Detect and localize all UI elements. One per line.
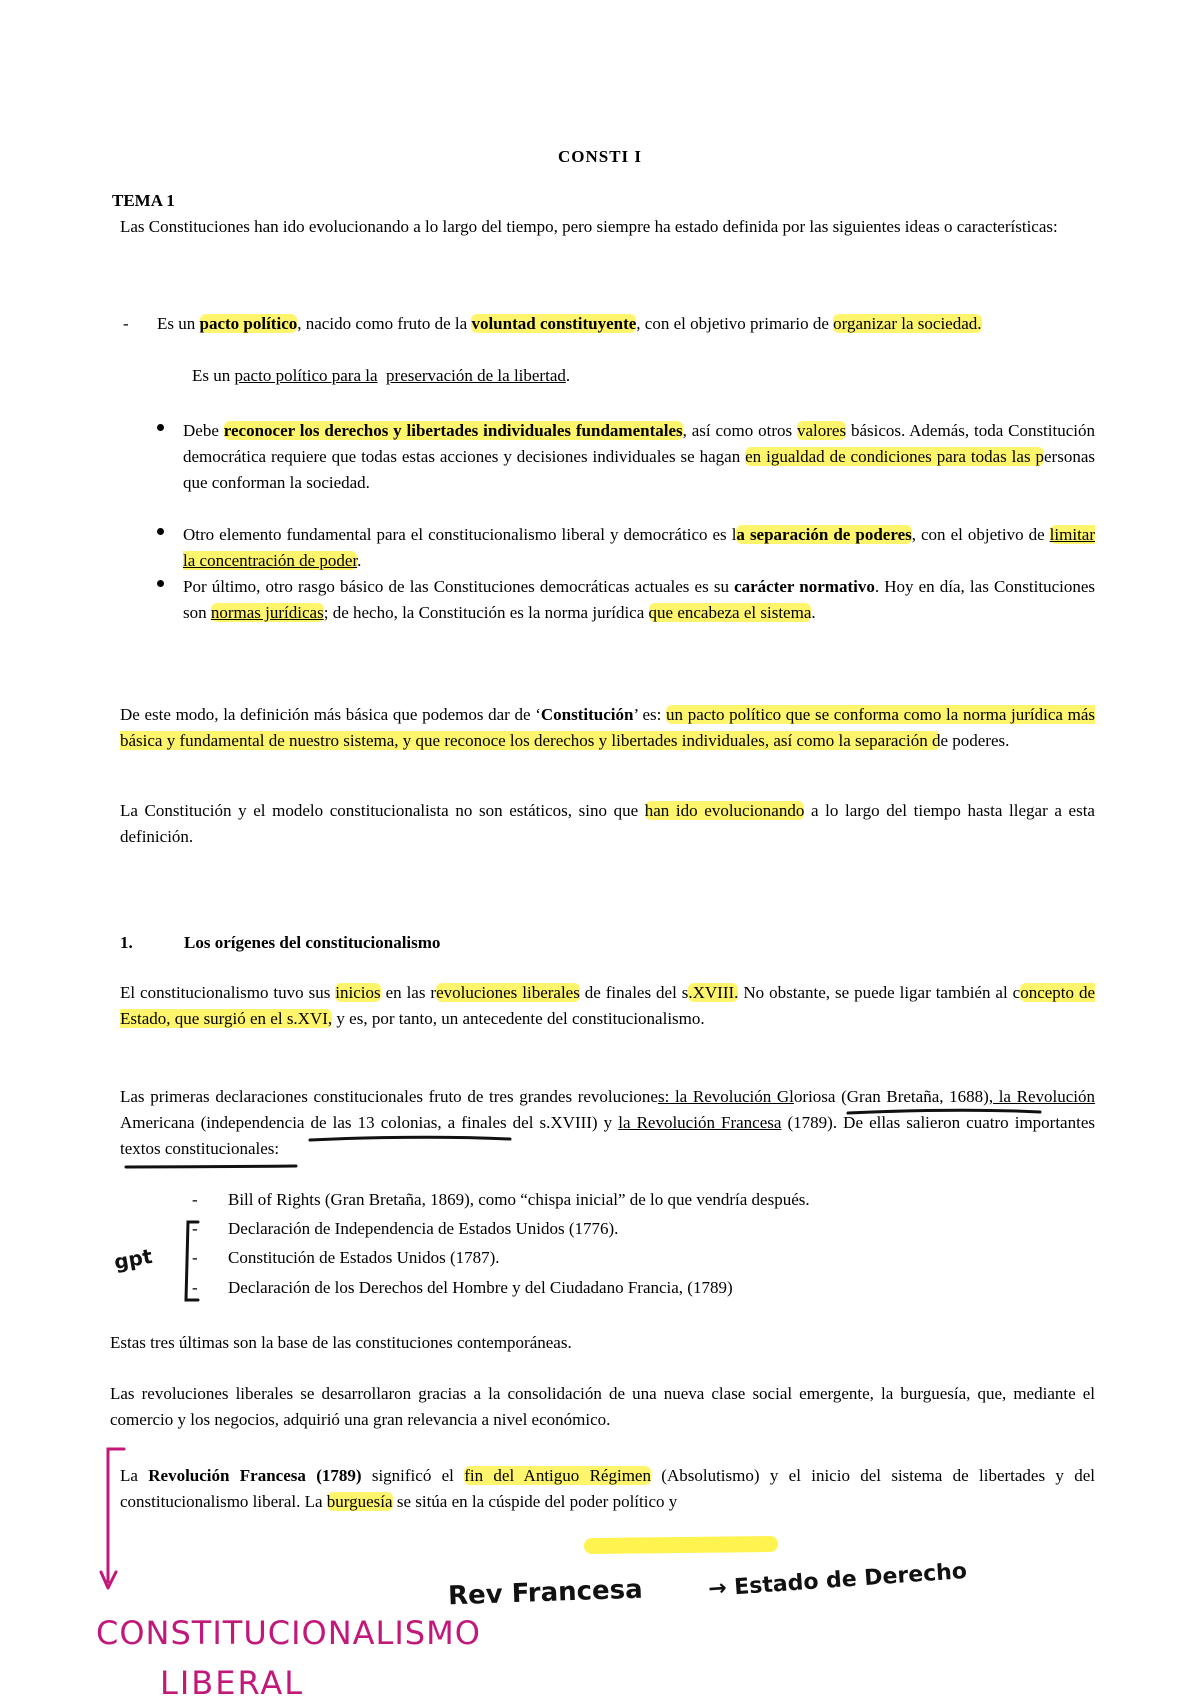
document-title: CONSTI I <box>557 147 643 166</box>
last-three-paragraph: Estas tres últimas son la base de las constituciones contemporáneas. <box>110 1333 572 1352</box>
revolutions-paragraph: Las primeras declaraciones constitucionales fruto de tres grandes revoluciones: la Revolución Gloriosa (Gran Bretaña, 1688), la Revolución Americana (independencia de las 13 colonias, a finales del s.XVIII) y la Revolución Francesa (1789). De ellas salieron cuatro importantes textos constitucionales: <box>120 1087 1096 1158</box>
list-subline: Es un pacto político para la preservación de la libertad. <box>192 366 571 385</box>
ink-underline-francesa <box>126 1166 296 1167</box>
origins-paragraph: El constitucionalismo tuvo sus inicios en las revoluciones liberales de finales del s.XVIII. No obstante, se puede ligar también al concepto de Estado, que surgió en el s.XVI, y es, por tanto, un antecedente del constitucionalismo. <box>120 983 1095 1028</box>
list-dash: - <box>192 1219 198 1238</box>
section-title: Los orígenes del constitucionalismo <box>184 933 441 952</box>
bullet-dot <box>157 580 164 587</box>
handwritten-rev-note: Rev Francesa <box>447 1574 644 1612</box>
text-item-constitucion-eeuu: Constitución de Estados Unidos (1787). <box>228 1248 500 1267</box>
intro-paragraph: Las Constituciones han ido evolucionando a lo largo del tiempo, pero siempre ha estado definida por las siguientes ideas o características: <box>120 217 1058 236</box>
text-item-bill-of-rights: Bill of Rights (Gran Bretaña, 1869), como “chispa inicial” de lo que vendría después. <box>228 1190 810 1209</box>
bullet-separacion: Otro elemento fundamental para el constitucionalismo liberal y democrático es la separación de poderes, con el objetivo de limitar la concentración de poder. <box>183 525 1095 570</box>
definition-paragraph: De este modo, la definición más básica que podemos dar de ‘Constitución’ es: un pacto político que se conforma como la norma jurídica más básica y fundamental de nuestro sistema, y que reconoce los derechos y libertades individuales, así como la separación de poderes. <box>120 705 1095 750</box>
topic-heading: TEMA 1 <box>112 191 175 210</box>
bullet-dot <box>157 424 164 431</box>
handwritten-margin-note: gpt <box>112 1243 154 1275</box>
bullet-derechos: Debe reconocer los derechos y libertades individuales fundamentales, así como otros valores básicos. Además, toda Constitución democrática requiere que todas estas acciones y decisiones individuales se hagan en igualdad de condiciones para todas las personas que conforman la sociedad. <box>183 421 1095 492</box>
list-dash: - <box>192 1248 198 1267</box>
list-dash: - <box>123 314 129 333</box>
bullet-dot <box>157 528 164 535</box>
handwritten-pink-subtitle: LIBERAL <box>160 1664 305 1702</box>
handwritten-estado-note: → Estado de Derecho <box>707 1558 968 1603</box>
section-number: 1. <box>120 933 133 952</box>
text-item-independencia: Declaración de Independencia de Estados Unidos (1776). <box>228 1219 619 1238</box>
evolution-paragraph: La Constitución y el modelo constitucionalista no son estáticos, sino que han ido evolucionando a lo largo del tiempo hasta llegar a esta definición. <box>120 801 1095 846</box>
text-item-declaracion-derechos: Declaración de los Derechos del Hombre y del Ciudadano Francia, (1789) <box>228 1278 733 1297</box>
ink-yellow-stroke <box>592 1544 770 1546</box>
list-item-pacto: Es un pacto político, nacido como fruto de la voluntad constituyente, con el objetivo primario de organizar la sociedad. <box>157 314 982 333</box>
bullet-normativo: Por último, otro rasgo básico de las Constituciones democráticas actuales es su carácter normativo. Hoy en día, las Constituciones son normas jurídicas; de hecho, la Constitución es la norma jurídica que encabeza el sistema. <box>183 577 1095 622</box>
ink-pink-arrow <box>101 1572 116 1588</box>
liberal-revolutions-paragraph: Las revoluciones liberales se desarrollaron gracias a la consolidación de una nueva clase social emergente, la burguesía, que, mediante el comercio y los negocios, adquirió una gran relevancia a nivel económico. <box>110 1384 1095 1429</box>
list-dash: - <box>192 1278 198 1297</box>
french-revolution-paragraph: La Revolución Francesa (1789) significó el fin del Antiguo Régimen (Absolutismo) y el inicio del sistema de libertades y del constitucionalismo liberal. La burguesía se sitúa en la cúspide del poder político y <box>120 1466 1095 1511</box>
list-dash: - <box>192 1190 198 1209</box>
handwritten-pink-title: CONSTITUCIONALISMO <box>96 1614 481 1652</box>
